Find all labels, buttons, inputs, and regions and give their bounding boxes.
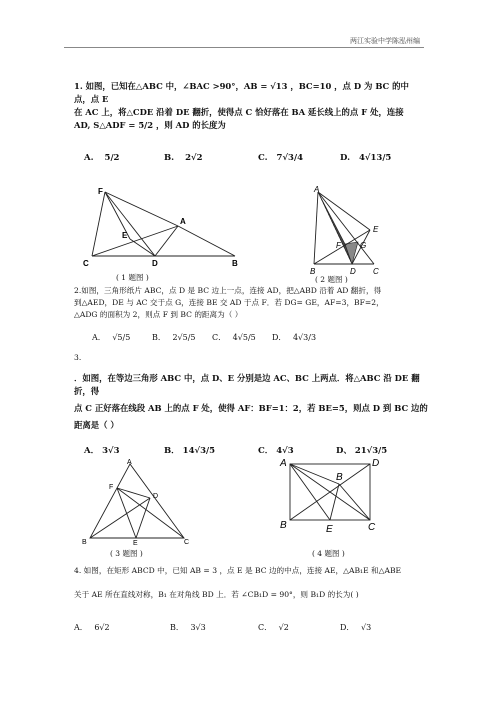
q3-option-b-value: 14√3/5 (182, 446, 216, 456)
figure-4-diagram (276, 454, 388, 538)
q1-line-1: 1. 如图，已知在△ABC 中，∠BAC >90°，AB = √13 ，BC=10 ，点 D 为 BC 的中点，点 E (74, 81, 409, 104)
q1-option-d-value: 4√13/5 (359, 153, 392, 163)
figure-2-caption: ( 2 题图 ) (315, 275, 348, 284)
q1-option-c-value: 7√3/4 (276, 153, 303, 163)
q3-option-b (164, 444, 215, 456)
header-school-name: 两江实验中学陈泓州编 (350, 37, 420, 45)
q4-option-b (170, 622, 206, 633)
q1-option-a-value: 5/2 (104, 153, 120, 163)
fig4-label-a: A (280, 458, 287, 469)
fig3-label-c: C (184, 539, 190, 546)
fig2-label-b: B (310, 267, 316, 276)
q3-option-d-value: 21√3/5 (354, 446, 388, 456)
q2-line-2: 到△AED，DE 与 AC 交于点 G，连接 BE 交 AD 于点 F．若 DG= GE，AF=3，BF=2， (74, 298, 384, 307)
q2-option-a-value: √5/5 (112, 333, 131, 342)
figure-3-caption: ( 3 题图 ) (110, 549, 143, 558)
q4-option-d (340, 622, 371, 633)
fig1-label-b: B (232, 259, 238, 268)
q1-option-c-label: C. (258, 153, 268, 163)
fig2-label-f: F (336, 241, 341, 250)
q2-line-3: △ADG 的面积为 2，则点 F 到 BC 的距离为（ ） (74, 310, 243, 319)
fig2-label-c: C (373, 267, 379, 276)
q4-option-c (258, 622, 289, 633)
fig2-label-g: G (360, 241, 367, 250)
question-4-text (74, 565, 434, 601)
fig3-label-b: B (82, 539, 87, 546)
question-3-text (74, 372, 434, 432)
fig1-label-a: A (180, 217, 186, 226)
figure-3-diagram (80, 458, 200, 546)
q2-option-d (272, 332, 316, 343)
q4-option-c-label: C． (258, 623, 273, 632)
fig3-label-e: E (133, 540, 138, 546)
q3-option-a-value: 3√3 (102, 446, 120, 456)
fig4-label-b1: B (336, 472, 343, 483)
fig4-label-e: E (326, 524, 333, 535)
q2-option-b-label: B． (152, 333, 166, 342)
q4-option-d-value: √3 (360, 623, 372, 632)
q1-option-a-label: A. (84, 153, 94, 163)
fig3-label-f: F (109, 484, 114, 491)
q3-option-a (84, 444, 120, 456)
fig3-label-a: A (127, 459, 132, 466)
question-2-text (74, 285, 434, 321)
q1-line-3: AD, S△ADF = 5/2 ，则 AD 的长度为 (74, 120, 226, 130)
fig2-label-a: A (314, 186, 320, 194)
fig1-label-f: F (98, 187, 103, 196)
q1-option-d-label: D. (340, 153, 351, 163)
q3-option-c-label: C． (258, 446, 274, 456)
q1-option-a (84, 153, 119, 163)
q4-line-1: 4. 如图，在矩形 ABCD 中，已知 AB = 3 ，点 E 是 BC 边的中点，连接 AE，△AB₁E 和△ABE (74, 566, 402, 575)
q1-option-b (164, 153, 203, 163)
q4-option-b-value: 3√3 (190, 623, 206, 632)
fig2-label-e: E (373, 225, 379, 234)
fig3-label-d: D (153, 493, 159, 500)
q3-option-a-label: A． (84, 446, 100, 456)
figure-1-diagram (80, 184, 250, 270)
q1-option-d (340, 153, 391, 163)
q4-option-a-label: A． (74, 623, 88, 632)
fig4-label-c: C (368, 522, 376, 533)
fig1-label-c: C (83, 259, 89, 268)
q4-option-c-value: √2 (278, 623, 289, 632)
q2-option-d-value: 4√3/3 (292, 333, 317, 342)
figure-2-diagram (300, 186, 400, 276)
fig1-label-d: D (152, 259, 158, 268)
q2-option-c (212, 332, 256, 343)
q2-line-1: 2.如图，三角形纸片 ABC，点 D 是 BC 边上一点，连接 AD，把△ABD 沿着 AD 翻折，得 (74, 286, 382, 295)
q1-option-b-value: 2√2 (185, 153, 203, 163)
q2-option-c-label: C． (212, 333, 227, 342)
header-divider (64, 47, 424, 48)
q1-option-c (258, 153, 303, 163)
question-1-text (74, 80, 424, 132)
fig4-label-d: D (372, 458, 380, 469)
q1-line-2: 在 AC 上，将△CDE 沿着 DE 翻折，使得点 C 恰好落在 BA 延长线上的点 F 处，连接 (74, 107, 404, 117)
q3-number: 3. (74, 353, 82, 362)
q4-line-2: 关于 AE 所在直线对称，B₁ 在对角线 BD 上．若 ∠CB₁D = 90°，则 B₁D 的长为( ) (74, 590, 359, 599)
q2-option-d-label: D． (272, 333, 287, 342)
q3-line-1: ．如图，在等边三角形 ABC 中，点 D、E 分别是边 AC、BC 上两点．将△ABC 沿 DE 翻折，得 (74, 373, 420, 396)
q4-option-b-label: B． (170, 623, 184, 632)
q3-option-b-label: B． (164, 446, 180, 456)
q2-option-a (92, 332, 130, 343)
fig1-label-e: E (122, 231, 128, 240)
q4-option-a (74, 622, 110, 633)
q3-line-2: 点 C 正好落在线段 AB 上的点 F 处，使得 AF：BF=1：2，若 BE=5，则点 D 到 BC 边的 (74, 403, 428, 413)
fig4-label-b: B (280, 520, 287, 531)
q2-option-a-label: A． (92, 333, 106, 342)
q3-option-c-value: 4√3 (276, 446, 294, 456)
q2-option-c-value: 4√5/5 (232, 333, 256, 342)
q3-line-3: 距离是（ ） (74, 420, 119, 430)
q2-option-b (152, 332, 196, 343)
figure-1-caption: ( 1 题图 ) (116, 273, 149, 282)
figure-4-caption: ( 4 题图 ) (312, 549, 345, 558)
q1-option-b-label: B. (164, 153, 175, 163)
fig2-label-d: D (350, 267, 356, 276)
q2-option-b-value: 2√5/5 (172, 333, 196, 342)
q4-option-d-label: D． (340, 623, 355, 632)
q4-option-a-value: 6√2 (94, 623, 110, 632)
q3-option-d-label: D、 (336, 446, 352, 456)
